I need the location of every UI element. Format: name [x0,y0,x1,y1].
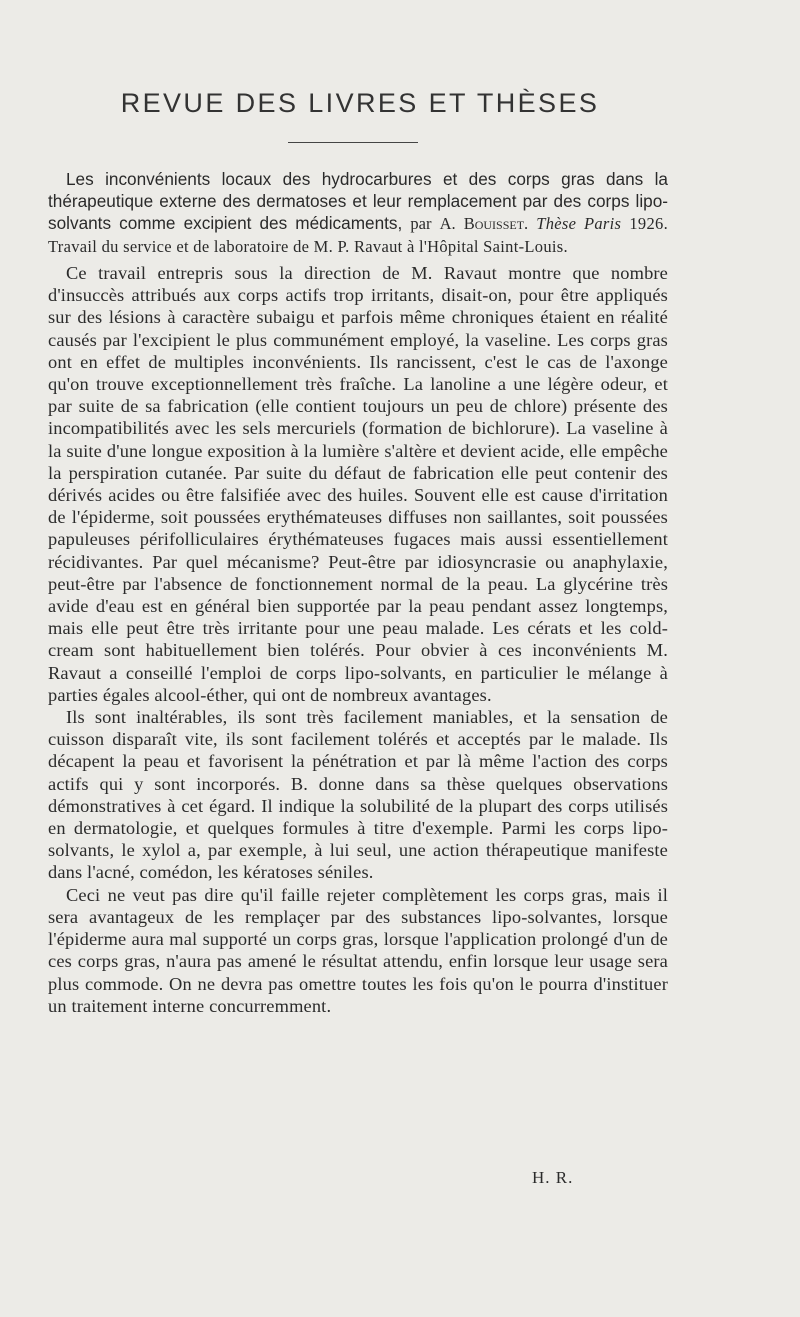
review-heading: Les inconvénients locaux des hydrocarbures et des corps gras dans la thérapeutique externe des dermatoses et leur remplacement par des corps lipo-solvants comme excipient des médicaments, par A. Bouisset. Thèse Paris 1926. Travail du service et de laboratoire de M. P. Ravaut à l'Hôpital Saint-Louis. [48,169,668,256]
title-divider [288,142,418,143]
reviewer-signature: H. R. [532,1168,574,1187]
author-name: Bouisset [463,214,525,233]
review-by: par [410,214,432,233]
author-initial: A. [439,214,456,233]
review-title: Les inconvénients locaux des hydrocarbures et des corps gras dans la thérapeutique externe des dermatoses et leur remplacement par des corps lipo-solvants comme excipient des médicaments, [48,169,668,233]
review-paragraph-2: Ils sont inaltérables, ils sont très facilement maniables, et la sensation de cuisson disparaît vite, ils sont facilement tolérés et acceptés par le malade. Ils décapent la peau et favorisent la pénétration et par là même l'action des corps actifs qui y sont incorporés. B. donne dans sa thèse quelques observations démonstratives à cet égard. Il indique la solubilité de la plupart des corps utilisés en dermatologie, et quelques formules à titre d'exemple. Parmi les corps lipo-solvants, le xylol a, par exemple, à lui seul, une action thérapeutique manifeste dans l'acné, comédon, les kératoses séniles. [48,707,668,883]
work-note: Travail du service et de laboratoire de M. P. Ravaut à l'Hôpital Saint-Louis. [48,237,568,256]
section-title: REVUE DES LIVRES ET THÈSES [120,88,600,118]
thesis-year: 1926 [629,214,664,233]
review-paragraph-3: Ceci ne veut pas dire qu'il faille rejeter complètement les corps gras, mais il sera avantageux de les remplaçer par des substances lipo-solvantes, lorsque l'épiderme aura mal supporté un corps gras, lorsque l'application prolongé d'un de ces corps gras, n'aura pas amené le résultat attendu, enfin lorsque leur usage sera plus commode. On ne devra pas omettre toutes les fois qu'on le pourra d'instituer un traitement interne concurremment. [48,884,668,1016]
review-paragraph-1: Ce travail entrepris sous la direction de M. Ravaut montre que nombre d'insuccès attribués aux corps actifs trop irritants, disait-on, pour être appliqués sur des lésions à caractère subaigu et parfois même chroniques étaient en réalité causés par l'excipient le plus communément employé, la vaseline. Les corps gras ont en effet de multiples inconvénients. Ils rancissent, c'est le cas de l'axonge qu'on trouve exceptionnellement très fraîche. La lanoline a une légère odeur, et par suite de sa fabrication (elle contient toujours un peu de chlore) présente des incompatibilités avec les sels mercuriels (formation de bichlorure). La vaseline à la suite d'une longue exposition à la lumière s'altère et devient acide, elle empêche la perspiration cutanée. Par suite du défaut de fabrication elle peut contenir des dérivés acides ou être falsifiée avec des huiles. Souvent elle est cause d'irritation de l'épiderme, soit poussées erythémateuses diffuses non saillantes, soit poussées papuleuses périfolliculaires érythémateuses fugaces mais aussi essentiellement récidivantes. Par quel mécanisme? Peut-être par idiosyncrasie ou anaphylaxie, peut-être par l'absence de fonctionnement normal de la peau. La glycérine très avide d'eau est en général bien supportée par la peau pendant assez longtemps, mais elle peut être très irritante pour une peau malade. Les cérats et les cold-cream sont habituellement bien tolérés. Pour obvier à ces inconvénients M. Ravaut a conseillé l'emploi de corps lipo-solvants, en particulier le mélange à parties égales alcool-éther, qui ont de nombreux avantages. [48,263,668,705]
thesis-label: Thèse Paris [536,214,622,233]
review-body [48,262,668,1017]
book-review [48,168,668,1017]
